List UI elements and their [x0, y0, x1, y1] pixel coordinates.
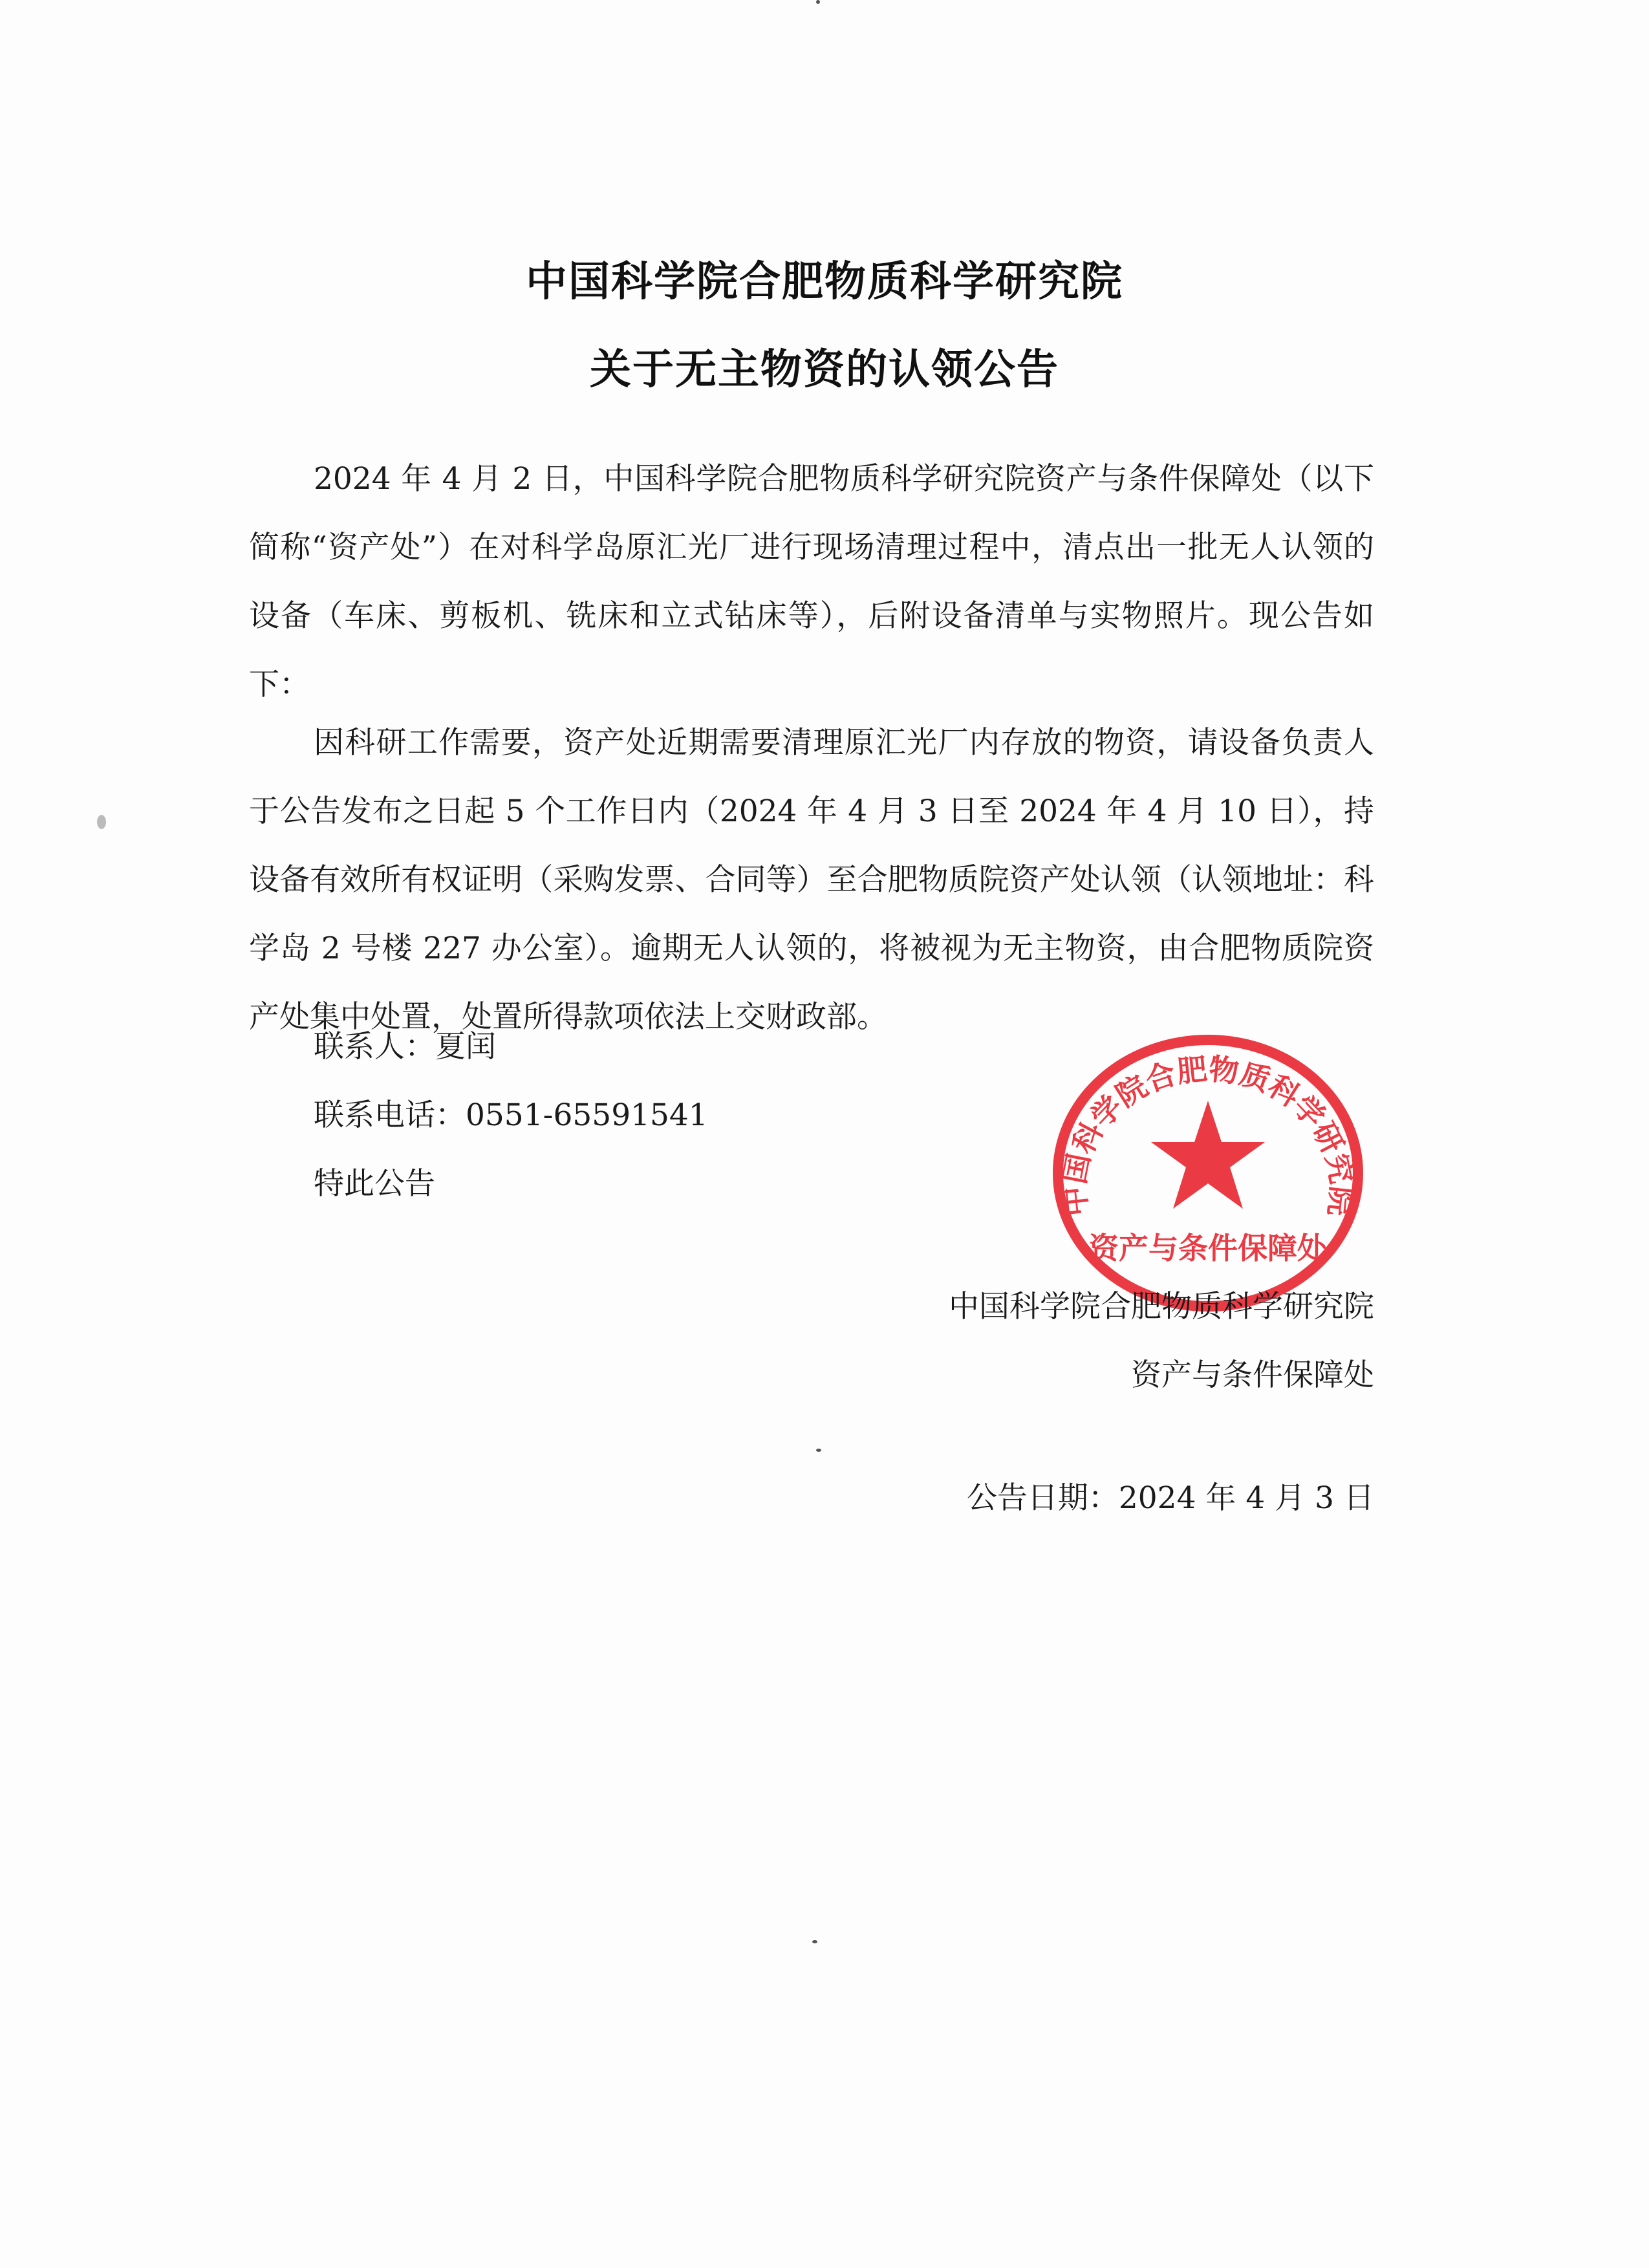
- seal-bottom-text: 资产与条件保障处: [1089, 1231, 1327, 1266]
- closing-remark: 特此公告: [314, 1166, 435, 1202]
- signature-department: 资产与条件保障处: [1131, 1357, 1374, 1393]
- signature-organization: 中国科学院合肥物质科学研究院: [949, 1289, 1374, 1324]
- contact-phone: 联系电话：0551-65591541: [314, 1097, 708, 1133]
- seal-arc-text: 中国科学院合肥物质科学研究院: [1056, 1051, 1360, 1218]
- scan-speck: [97, 815, 106, 829]
- scan-speck: [816, 0, 820, 4]
- document-title-line1: 中国科学院合肥物质科学研究院: [526, 258, 1123, 306]
- contact-person: 联系人：夏闰: [314, 1029, 496, 1064]
- seal-star-icon: [1151, 1101, 1265, 1209]
- paragraph-instructions: 因科研工作需要，资产处近期需要清理原汇光厂内存放的物资，请设备负责人于公告发布之日起 5 个工作日内（2024 年 4 月 3 日至 2024 年 4 月 10 日），持设备有效所有权证明（采购发票、合同等）至合肥物质院资产处认领（认领地址：科学岛 2 号楼 227 办公室）。逾期无人认领的，将被视为无主物资，由合肥物质院资产处集中处置，处置所得款项依法上交财政部。: [249, 725, 1374, 1035]
- announcement-date: 公告日期：2024 年 4 月 3 日: [966, 1480, 1374, 1516]
- scan-speck: [816, 1449, 821, 1452]
- document-title-line2: 关于无主物资的认领公告: [590, 346, 1059, 394]
- paragraph-intro: 2024 年 4 月 2 日，中国科学院合肥物质科学研究院资产与条件保障处（以下简称“资产处”）在对科学岛原汇光厂进行现场清理过程中，清点出一批无人认领的设备（车床、剪板机、铣床和立式钻床等），后附设备清单与实物照片。现公告如下：: [249, 461, 1374, 702]
- scan-speck: [812, 1940, 817, 1943]
